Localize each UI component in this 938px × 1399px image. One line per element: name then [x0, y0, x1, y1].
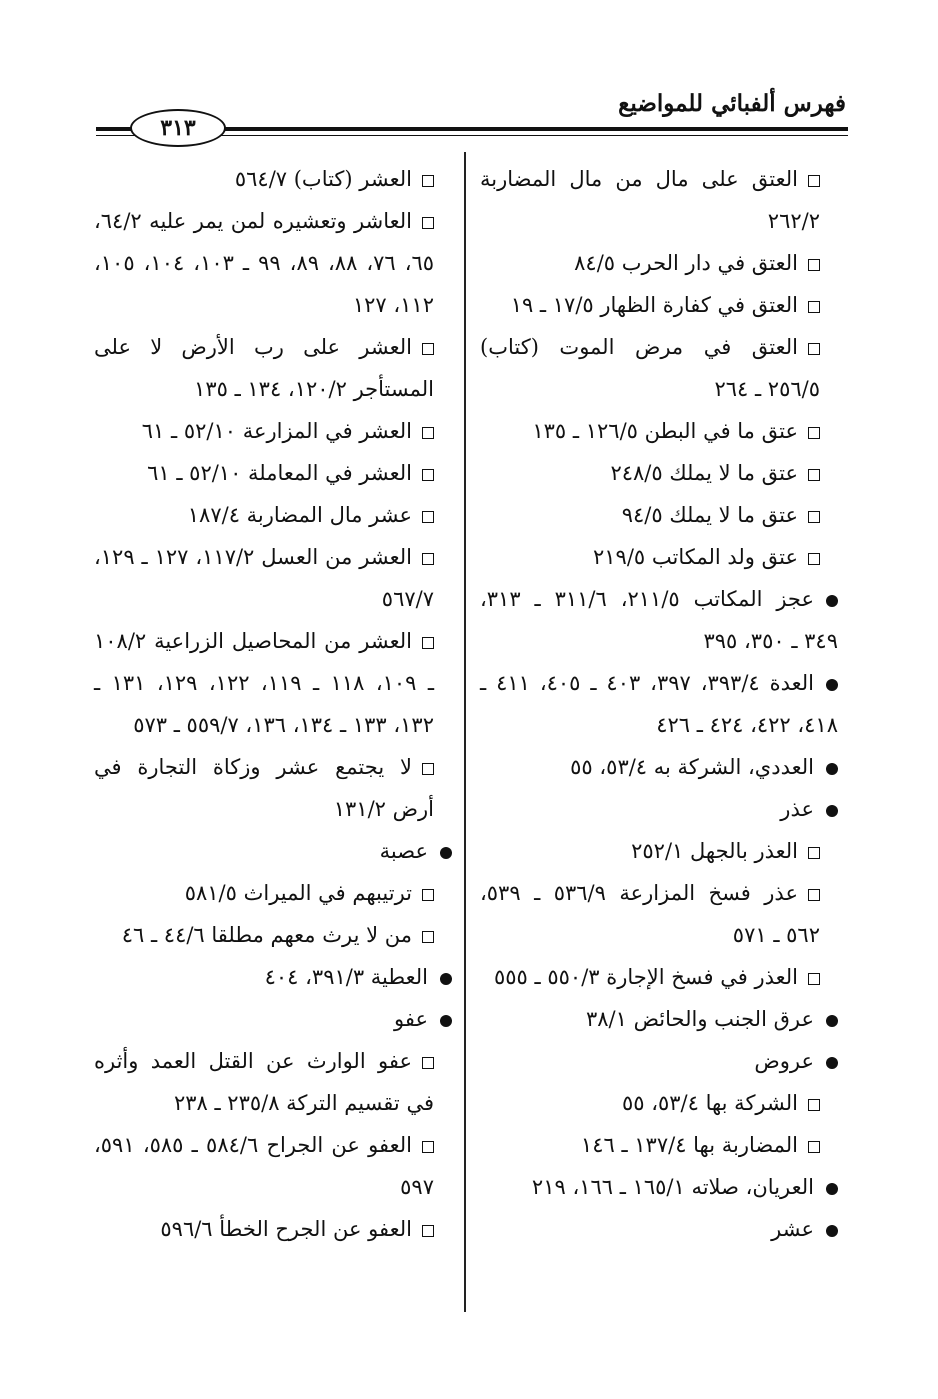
column-divider [464, 152, 466, 1312]
index-heading [94, 998, 452, 1040]
checkbox-square-icon [422, 217, 434, 229]
checkbox-square-icon [422, 763, 434, 775]
index-entry [94, 872, 434, 914]
index-heading [94, 956, 452, 998]
entry-text: العشر في المزارعة ٥٢/١٠ ـ ٦١ [141, 419, 412, 443]
checkbox-square-icon [422, 511, 434, 523]
entry-text: ترتيبهم في الميراث ٥٨١/٥ [184, 881, 412, 905]
index-heading [480, 788, 838, 830]
bullet-dot-icon [440, 847, 452, 859]
index-heading [480, 662, 838, 746]
entry-text: المضاربة بها ١٣٧/٤ ـ ١٤٦ [580, 1133, 798, 1157]
checkbox-square-icon [808, 469, 820, 481]
index-entry [94, 1040, 434, 1124]
page-number: ٣١٣ [130, 109, 226, 147]
entry-text: العريان، صلاته ١٦٥/١ ـ ١٦٦، ٢١٩ [531, 1175, 814, 1199]
bullet-dot-icon [440, 973, 452, 985]
index-entry [480, 830, 820, 872]
checkbox-square-icon [422, 931, 434, 943]
checkbox-square-icon [808, 427, 820, 439]
entry-text: العشر في المعاملة ٥٢/١٠ ـ ٦١ [147, 461, 412, 485]
index-entry [480, 158, 820, 242]
index-entry [94, 1124, 434, 1208]
index-heading [480, 1040, 838, 1082]
index-entry [480, 956, 820, 998]
index-entry [94, 494, 434, 536]
index-heading [480, 998, 838, 1040]
index-entry [480, 242, 820, 284]
entry-text: العذر بالجهل ٢٥٢/١ [631, 839, 798, 863]
entry-text: لا يجتمع عشر وزكاة التجارة في أرض ١٣١/٢ [94, 755, 434, 821]
checkbox-square-icon [808, 343, 820, 355]
entry-text: عفو [393, 1007, 428, 1031]
checkbox-square-icon [422, 1057, 434, 1069]
entry-text: العشر من المحاصيل الزراعية ١٠٨/٢ ـ ١٠٩، ١١٨ ـ ١١٩، ١٢٢، ١٢٩، ١٣١ ـ ١٣٢، ١٣٣ ـ ١٣٤، ١٣٦، ٥٥٩/٧ ـ ٥٧٣ [94, 629, 435, 737]
index-entry [94, 620, 434, 746]
index-entry [94, 746, 434, 830]
entry-text: العفو عن الجرح الخطأ ٥٩٦/٦ [160, 1217, 412, 1241]
index-entry [480, 284, 820, 326]
entry-text: عذر فسخ المزارعة ٥٣٦/٩ ـ ٥٣٩، ٥٦٢ ـ ٥٧١ [480, 881, 820, 947]
index-entry [480, 1124, 820, 1166]
index-entry [480, 1082, 820, 1124]
entry-text: عصبة [379, 839, 428, 863]
index-entry [480, 452, 820, 494]
entry-text: عجز المكاتب ٢١١/٥، ٣١١/٦ ـ ٣١٣، ٣٤٩ ـ ٣٥٠، ٣٩٥ [480, 587, 838, 653]
index-heading [94, 830, 452, 872]
checkbox-square-icon [808, 301, 820, 313]
index-entry [480, 536, 820, 578]
entry-text: عروض [754, 1049, 814, 1073]
index-column-left [94, 158, 434, 1250]
entry-text: العشر من العسل ١١٧/٢، ١٢٧ ـ ١٢٩، ٥٦٧/٧ [94, 545, 434, 611]
checkbox-square-icon [422, 1141, 434, 1153]
index-heading [480, 578, 838, 662]
entry-text: من لا يرث معهم مطلقا ٤٤/٦ ـ ٤٦ [121, 923, 412, 947]
entry-text: العشر (كتاب) ٥٦٤/٧ [234, 167, 412, 191]
index-entry [94, 200, 434, 326]
bullet-dot-icon [826, 1057, 838, 1069]
entry-text: العفو عن الجراح ٥٨٤/٦ ـ ٥٨٥، ٥٩١، ٥٩٧ [94, 1133, 434, 1199]
index-entry [94, 1208, 434, 1250]
entry-text: العاشر وتعشيره لمن يمر عليه ٦٤/٢، ٦٥، ٧٦، ٨٨، ٨٩، ٩٩ ـ ١٠٣، ١٠٤، ١٠٥، ١١٢، ١٢٧ [94, 209, 435, 317]
entry-text: العذر في فسخ الإجارة ٥٥٠/٣ ـ ٥٥٥ [494, 965, 798, 989]
checkbox-square-icon [422, 469, 434, 481]
entry-text: العتق في دار الحرب ٨٤/٥ [574, 251, 798, 275]
entry-text: عشر [771, 1217, 814, 1241]
index-entry [94, 326, 434, 410]
entry-text: عشر مال المضاربة ١٨٧/٤ [187, 503, 412, 527]
checkbox-square-icon [808, 175, 820, 187]
index-entry [480, 410, 820, 452]
checkbox-square-icon [422, 175, 434, 187]
checkbox-square-icon [422, 553, 434, 565]
checkbox-square-icon [808, 1141, 820, 1153]
checkbox-square-icon [808, 847, 820, 859]
entry-text: العشر على رب الأرض لا على المستأجر ١٢٠/٢، ١٣٤ ـ ١٣٥ [94, 335, 434, 401]
bullet-dot-icon [826, 805, 838, 817]
index-entry [94, 452, 434, 494]
bullet-dot-icon [826, 595, 838, 607]
index-entry [94, 536, 434, 620]
index-column-right [480, 158, 838, 1250]
index-entry [480, 326, 820, 410]
checkbox-square-icon [808, 889, 820, 901]
entry-text: العطية ٣٩١/٣، ٤٠٤ [264, 965, 428, 989]
bullet-dot-icon [826, 679, 838, 691]
index-entry [480, 872, 820, 956]
index-entry [480, 494, 820, 536]
entry-text: عتق ما لا يملك ٢٤٨/٥ [610, 461, 798, 485]
checkbox-square-icon [422, 427, 434, 439]
index-heading [480, 1166, 838, 1208]
bullet-dot-icon [440, 1015, 452, 1027]
entry-text: العتق في كفارة الظهار ١٧/٥ ـ ١٩ [510, 293, 798, 317]
bullet-dot-icon [826, 1225, 838, 1237]
bullet-dot-icon [826, 1015, 838, 1027]
page-title: فهرس ألفبائي للمواضيع [618, 90, 846, 117]
checkbox-square-icon [422, 889, 434, 901]
checkbox-square-icon [808, 1099, 820, 1111]
checkbox-square-icon [808, 973, 820, 985]
entry-text: عفو الوارث عن القتل العمد وأثره في تقسيم التركة ٢٣٥/٨ ـ ٢٣٨ [94, 1049, 434, 1115]
checkbox-square-icon [422, 1225, 434, 1237]
entry-text: الشركة بها ٥٣/٤، ٥٥ [621, 1091, 798, 1115]
index-entry [94, 914, 434, 956]
checkbox-square-icon [808, 553, 820, 565]
checkbox-square-icon [808, 259, 820, 271]
index-heading [480, 746, 838, 788]
bullet-dot-icon [826, 1183, 838, 1195]
checkbox-square-icon [422, 343, 434, 355]
checkbox-square-icon [422, 637, 434, 649]
entry-text: عتق ولد المكاتب ٢١٩/٥ [592, 545, 798, 569]
index-heading [480, 1208, 838, 1250]
entry-text: عتق ما في البطن ١٢٦/٥ ـ ١٣٥ [532, 419, 798, 443]
entry-text: عتق ما لا يملك ٩٤/٥ [621, 503, 798, 527]
checkbox-square-icon [808, 511, 820, 523]
entry-text: العتق في مرض الموت (كتاب) ٢٥٦/٥ ـ ٢٦٤ [480, 335, 820, 401]
entry-text: العتق على مال من مال المضاربة ٢٦٢/٢ [480, 167, 820, 233]
index-entry [94, 158, 434, 200]
entry-text: العدة ٣٩٣/٤، ٣٩٧، ٤٠٣ ـ ٤٠٥، ٤١١ ـ ٤١٨، ٤٢٢، ٤٢٤ ـ ٤٢٦ [480, 671, 838, 737]
entry-text: عذر [780, 797, 814, 821]
index-entry [94, 410, 434, 452]
bullet-dot-icon [826, 763, 838, 775]
entry-text: العددي، الشركة به ٥٣/٤، ٥٥ [570, 755, 814, 779]
entry-text: عرق الجنب والحائض ٣٨/١ [585, 1007, 814, 1031]
